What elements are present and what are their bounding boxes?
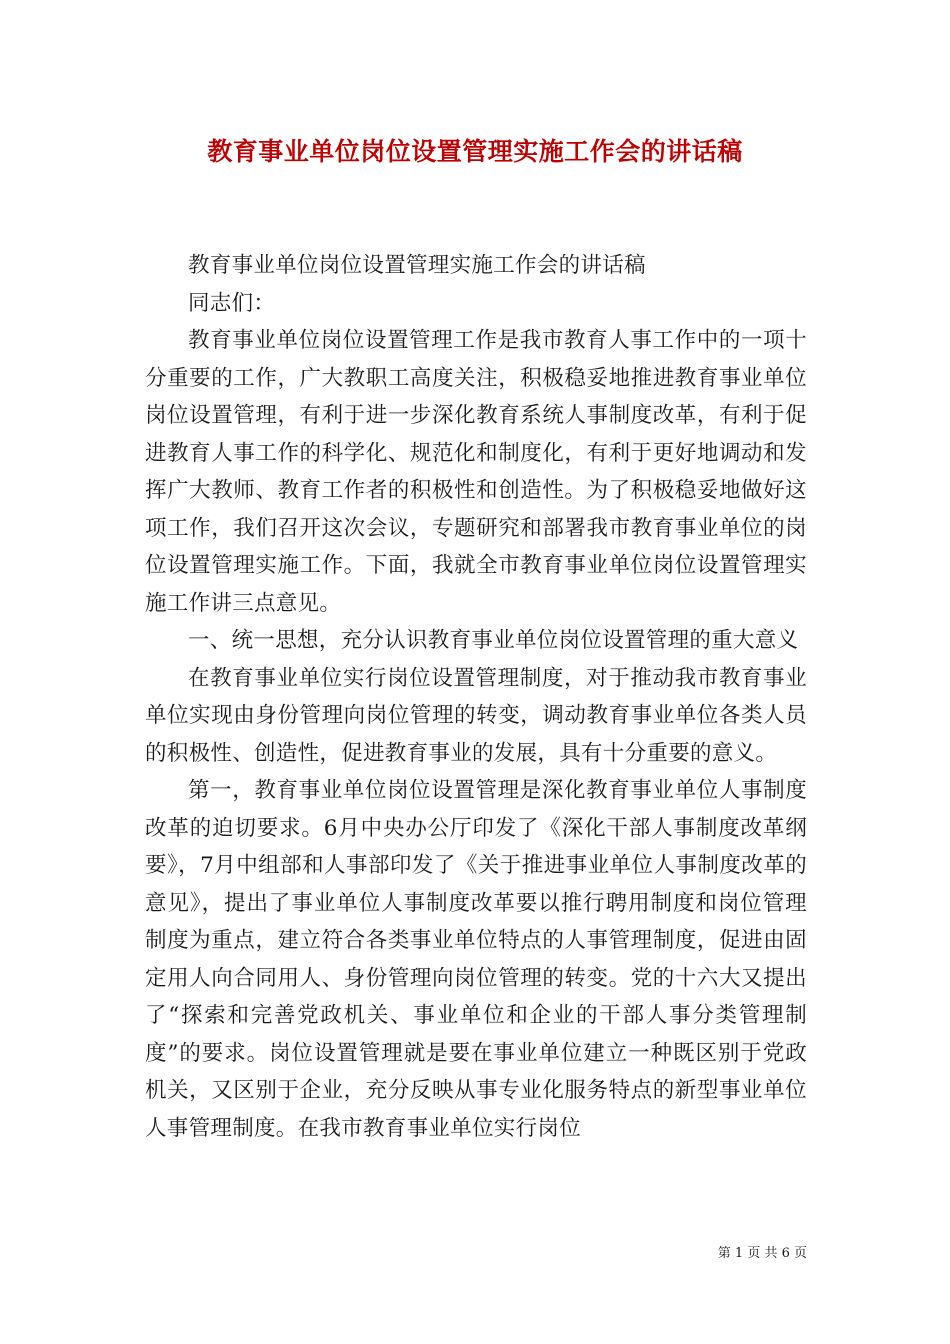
document-body bbox=[145, 247, 807, 1147]
paragraph: 在教育事业单位实行岗位设置管理制度，对于推动我市教育事业单位实现由身份管理向岗位管理的转变，调动教育事业单位各类人员的积极性、创造性，促进教育事业的发展，具有十分重要的意义。 bbox=[145, 665, 807, 766]
body-heading-line: 教育事业单位岗位设置管理实施工作会的讲话稿 bbox=[188, 253, 646, 278]
page-number: 第 1 页 共 6 页 bbox=[717, 1246, 807, 1261]
document-title: 教育事业单位岗位设置管理实施工作会的讲话稿 bbox=[207, 137, 743, 166]
section-heading: 一、统一思想，充分认识教育事业单位岗位设置管理的重大意义 bbox=[188, 628, 799, 653]
salutation: 同志们： bbox=[188, 290, 276, 316]
paragraph: 教育事业单位岗位设置管理工作是我市教育人事工作中的一项十分重要的工作，广大教职工高度关注，积极稳妥地推进教育事业单位岗位设置管理，有利于进一步深化教育系统人事制度改革，有利于促进教育人事工作的科学化、规范化和制度化，有利于更好地调动和发挥广大教师、教育工作者的积极性和创造性。为了积极稳妥地做好这项工作，我们召开这次会议，专题研究和部署我市教育事业单位的岗位设置管理实施工作。下面，我就全市教育事业单位岗位设置管理实施工作讲三点意见。 bbox=[145, 328, 807, 616]
paragraph: 第一，教育事业单位岗位设置管理是深化教育事业单位人事制度改革的迫切要求。6月中央办公厅印发了《深化干部人事制度改革纲要》，7月中组部和人事部印发了《关于推进事业单位人事制度改革的意见》，提出了事业单位人事制度改革要以推行聘用制度和岗位管理制度为重点，建立符合各类事业单位特点的人事管理制度，促进由固定用人向合同用人、身份管理向岗位管理的转变。党的十六大又提出了“探索和完善党政机关、事业单位和企业的干部人事分类管理制度”的要求。岗位设置管理就是要在事业单位建立一种既区别于党政机关，又区别于企业，充分反映从事专业化服务特点的新型事业单位人事管理制度。在我市教育事业单位实行岗位 bbox=[145, 778, 807, 1141]
